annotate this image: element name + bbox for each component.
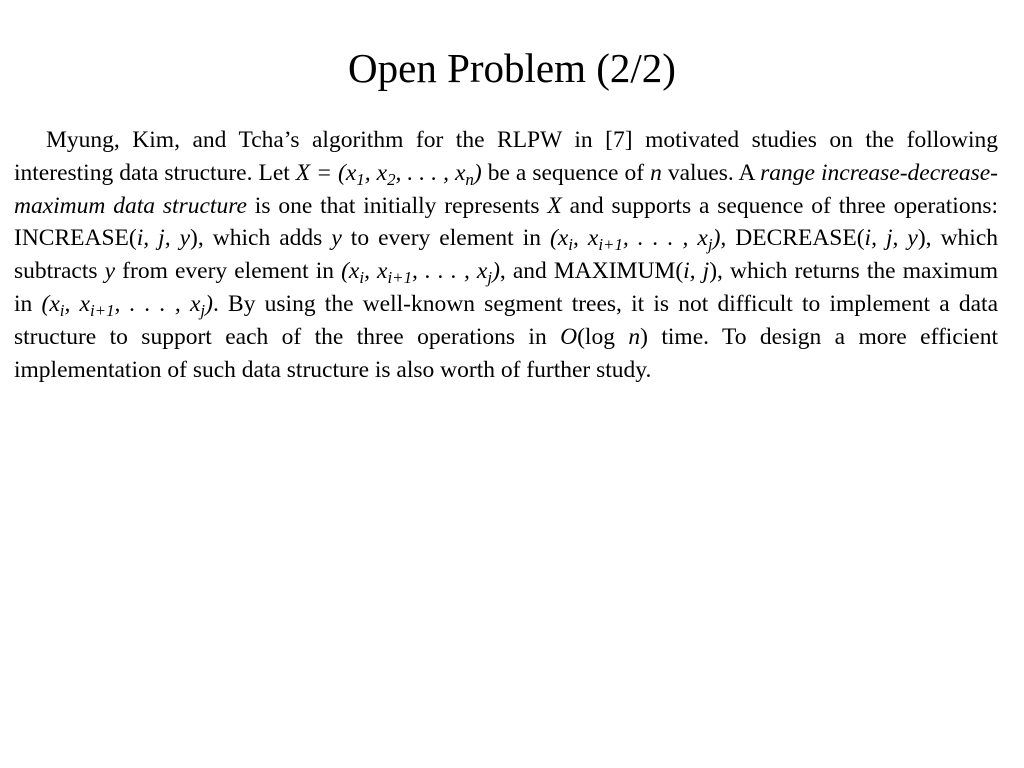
math-text: (x [341, 258, 360, 285]
math-text: ) [205, 290, 213, 317]
body-paragraph [14, 124, 998, 386]
math-subscript: i+1 [598, 235, 623, 255]
text-run: ), which returns the maximum in [14, 258, 998, 317]
math-subscript: i+1 [89, 301, 115, 321]
math-text: , x [64, 290, 90, 317]
math-args: i, j, y [864, 225, 918, 252]
math-subscript: j [487, 268, 493, 288]
math-text: ) [492, 258, 500, 285]
math-subscript: i [568, 235, 573, 255]
math-y: y [331, 225, 342, 252]
math-subscript: i [59, 301, 65, 321]
math-subscript: j [200, 301, 206, 321]
text-run: , and MAXIMUM( [499, 258, 684, 285]
text-run: be a sequence of [481, 159, 651, 186]
math-range [341, 258, 500, 288]
math-subscript: 2 [387, 169, 396, 189]
math-text: X = (x [295, 159, 357, 186]
math-subscript: i [359, 268, 365, 288]
slide-title: Open Problem (2/2) [348, 45, 676, 91]
math-text: , . . . , x [622, 225, 708, 252]
math-args: i, j, y [136, 225, 191, 252]
math-text: , x [364, 159, 388, 186]
term-emphasis: range increase-decrease-maximum data structure [14, 159, 999, 219]
math-subscript: 1 [356, 169, 365, 189]
math-text: , . . . , x [114, 290, 201, 317]
math-text: ) [712, 225, 721, 252]
math-subscript: i+1 [387, 268, 413, 288]
math-text: , . . . , x [412, 258, 488, 285]
math-X: X [547, 192, 562, 219]
math-y: y [104, 258, 116, 285]
text-run: time. To design a more efficient implementation of such data structure is also worth of further study. [14, 323, 998, 383]
math-range [41, 290, 213, 321]
text-run: from every element in [115, 258, 342, 285]
math-subscript: j [707, 235, 713, 255]
text-run: is one that initially represents [246, 192, 548, 219]
text-run: , DECREASE( [720, 225, 865, 252]
math-n: n [650, 159, 662, 186]
math-sequence-x [295, 159, 482, 189]
math-args: i, j [683, 258, 710, 285]
math-text: (x [41, 290, 60, 317]
text-run: ), which subtracts [14, 225, 999, 285]
math-text: , . . . , x [395, 159, 466, 186]
math-text: ) [473, 159, 482, 186]
math-big-o: O [560, 323, 578, 350]
math-range [550, 225, 721, 255]
math-text: (x [550, 225, 569, 252]
math-paren: ) [640, 323, 648, 350]
math-text: , x [364, 258, 388, 285]
text-run: to every element in [341, 225, 551, 252]
math-n: n [628, 323, 641, 350]
text-run: . By using the well-known segment trees, it is not difficult to implement a data structure to support each of the three operations in [14, 290, 998, 350]
math-text: , x [573, 225, 599, 252]
text-run: and supports a sequence of three operations: INCREASE( [14, 192, 999, 252]
math-log: (log [577, 323, 629, 350]
text-run: Myung, Kim, and Tcha’s algorithm for the RLPW in [7] motivated studies on the following interesting data structure. Let [14, 127, 998, 186]
text-run: values. A [661, 159, 761, 186]
text-run: ), which adds [190, 225, 332, 252]
math-subscript: n [465, 169, 474, 189]
